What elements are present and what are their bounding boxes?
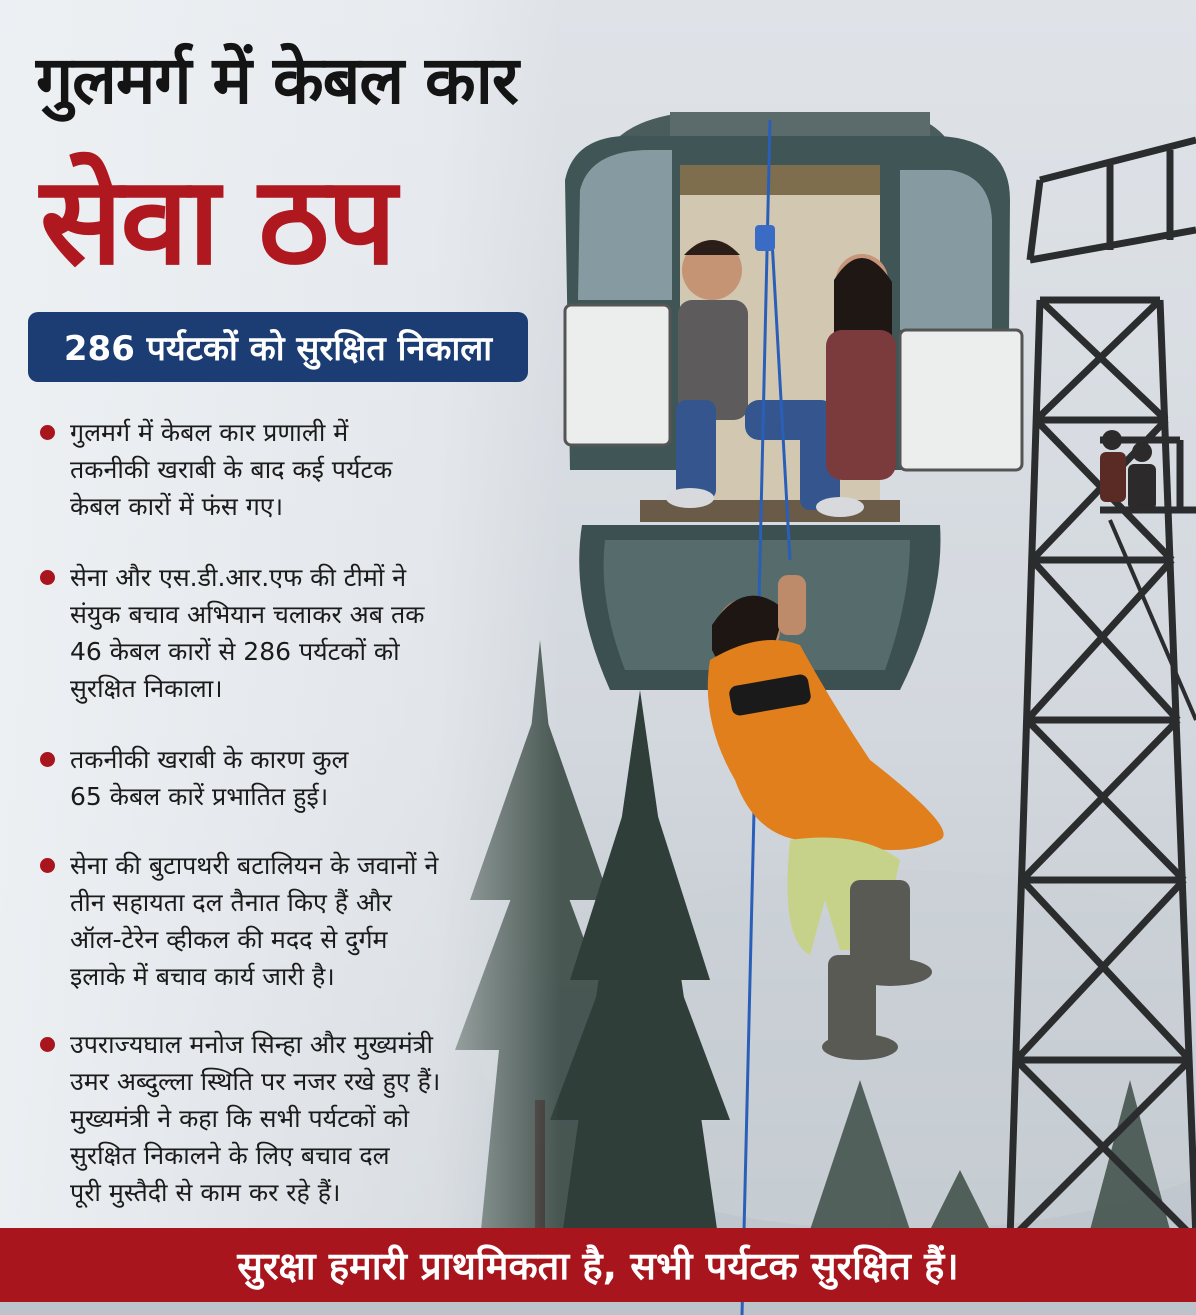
bullet-text: सेना की बुटापथरी बटालियन के जवानों ने तीन सहायता दल तैनात किए हैं और ऑल-टेरेन व्हीकल की मदद से दुर्गम इलाके में बचाव कार्य जारी है। <box>70 851 439 991</box>
bullet-list <box>36 414 536 1216</box>
headline-line-2: सेवा ठप <box>40 150 395 292</box>
bullet-dot-icon <box>40 570 55 585</box>
headline-line-1: गुलमर्ग में केबल कार <box>36 42 518 119</box>
footer-banner <box>0 1228 1196 1302</box>
bullet-item <box>36 847 536 1026</box>
bullet-item <box>36 559 536 741</box>
bullet-text: गुलमर्ग में केबल कार प्रणाली में तकनीकी खराबी के बाद कई पर्यटक केबल कारों में फंस गए। <box>70 418 393 521</box>
bullet-text: तकनीकी खराबी के कारण कुल 65 केबल कारें प्रभातित हुई। <box>70 745 349 811</box>
bullet-item <box>36 1026 536 1216</box>
sub-headline-text: 286 पर्यटकों को सुरक्षित निकाला <box>63 329 493 369</box>
pine-tree-icon <box>550 690 730 1250</box>
bullet-item <box>36 414 536 559</box>
bullet-text: उपराज्यघाल मनोज सिन्हा और मुख्यमंत्री उमर अब्दुल्ला स्थिति पर नजर रखे हुए हैं। मुख्यमंत्री ने कहा कि सभी पर्यटकों को सुरक्षित निकालने के लिए बचाव दल पूरी मुस्तैदी से काम कर रहे हैं। <box>70 1030 441 1207</box>
bullet-dot-icon <box>40 752 55 767</box>
bullet-dot-icon <box>40 1037 55 1052</box>
footer-text: सुरक्षा हमारी प्राथमिकता है, सभी पर्यटक सुरक्षित हैं। <box>237 1244 959 1288</box>
bullet-item <box>36 741 536 847</box>
bullet-text: सेना और एस.डी.आर.एफ की टीमों ने संयुक बचाव अभियान चलाकर अब तक 46 केबल कारों से 286 पर्यटकों को सुरक्षित निकाला। <box>70 563 425 703</box>
bullet-dot-icon <box>40 425 55 440</box>
bullet-dot-icon <box>40 858 55 873</box>
sub-headline-banner <box>28 312 528 382</box>
